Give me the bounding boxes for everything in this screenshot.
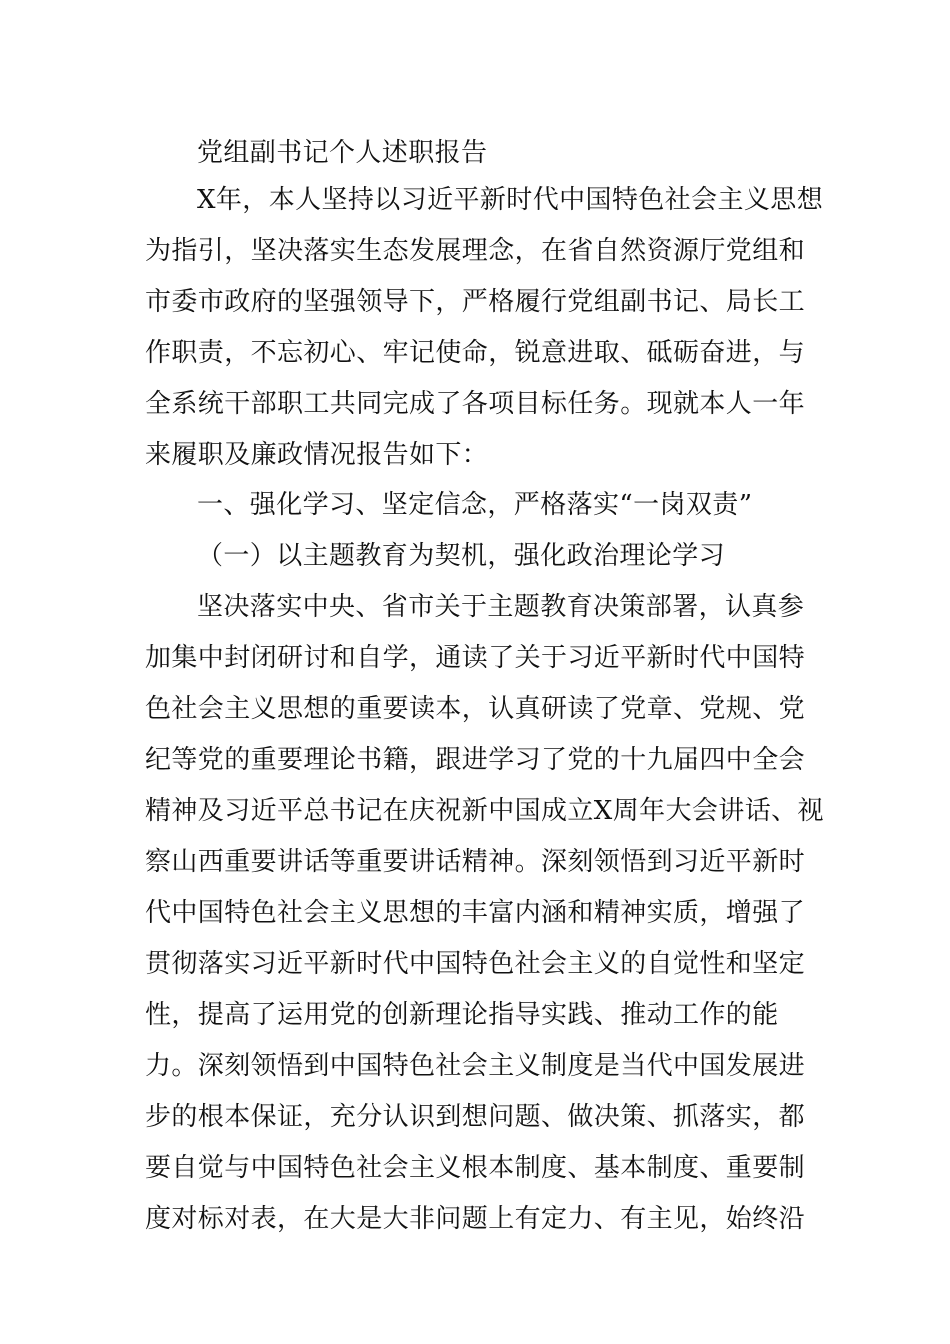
document-title: 党组副书记个人述职报告 bbox=[197, 138, 488, 168]
paragraph-line: 作职责，不忘初心、牢记使命，锐意进取、砥砺奋进，与 bbox=[145, 338, 806, 368]
paragraph-line: 贯彻落实习近平新时代中国特色社会主义的自觉性和坚定 bbox=[145, 949, 806, 979]
paragraph-line: 要自觉与中国特色社会主义根本制度、基本制度、重要制 bbox=[145, 1153, 806, 1183]
paragraph-line: 性，提高了运用党的创新理论指导实践、推动工作的能 bbox=[145, 1000, 779, 1030]
paragraph-line: 坚决落实中央、省市关于主题教育决策部署，认真参 bbox=[197, 592, 805, 622]
paragraph-line: 步的根本保证，充分认识到想问题、做决策、抓落实，都 bbox=[145, 1102, 806, 1132]
paragraph-line: 全系统干部职工共同完成了各项目标任务。现就本人一年 bbox=[145, 389, 806, 419]
paragraph-line: 度对标对表，在大是大非问题上有定力、有主见，始终沿 bbox=[145, 1204, 806, 1234]
paragraph-line: 为指引，坚决落实生态发展理念，在省自然资源厅党组和 bbox=[145, 236, 806, 266]
paragraph-line: 纪等党的重要理论书籍，跟进学习了党的十九届四中全会 bbox=[145, 745, 806, 775]
paragraph-line: 力。深刻领悟到中国特色社会主义制度是当代中国发展进 bbox=[145, 1051, 806, 1081]
paragraph-line: 来履职及廉政情况报告如下： bbox=[145, 440, 489, 470]
paragraph-line: 加集中封闭研讨和自学，通读了关于习近平新时代中国特 bbox=[145, 643, 806, 673]
paragraph-line: X年，本人坚持以习近平新时代中国特色社会主义思想 bbox=[197, 185, 824, 215]
paragraph-line: 精神及习近平总书记在庆祝新中国成立X周年大会讲话、视 bbox=[145, 796, 824, 826]
paragraph-line: 察山西重要讲话等重要讲话精神。深刻领悟到习近平新时 bbox=[145, 847, 806, 877]
section-heading: 一、强化学习、坚定信念，严格落实“一岗双责” bbox=[197, 490, 753, 520]
paragraph-line: 市委市政府的坚强领导下，严格履行党组副书记、局长工 bbox=[145, 287, 806, 317]
paragraph-line: 代中国特色社会主义思想的丰富内涵和精神实质，增强了 bbox=[145, 898, 806, 928]
subsection-heading: （一）以主题教育为契机，强化政治理论学习 bbox=[197, 541, 726, 571]
paragraph-line: 色社会主义思想的重要读本，认真研读了党章、党规、党 bbox=[145, 694, 806, 724]
